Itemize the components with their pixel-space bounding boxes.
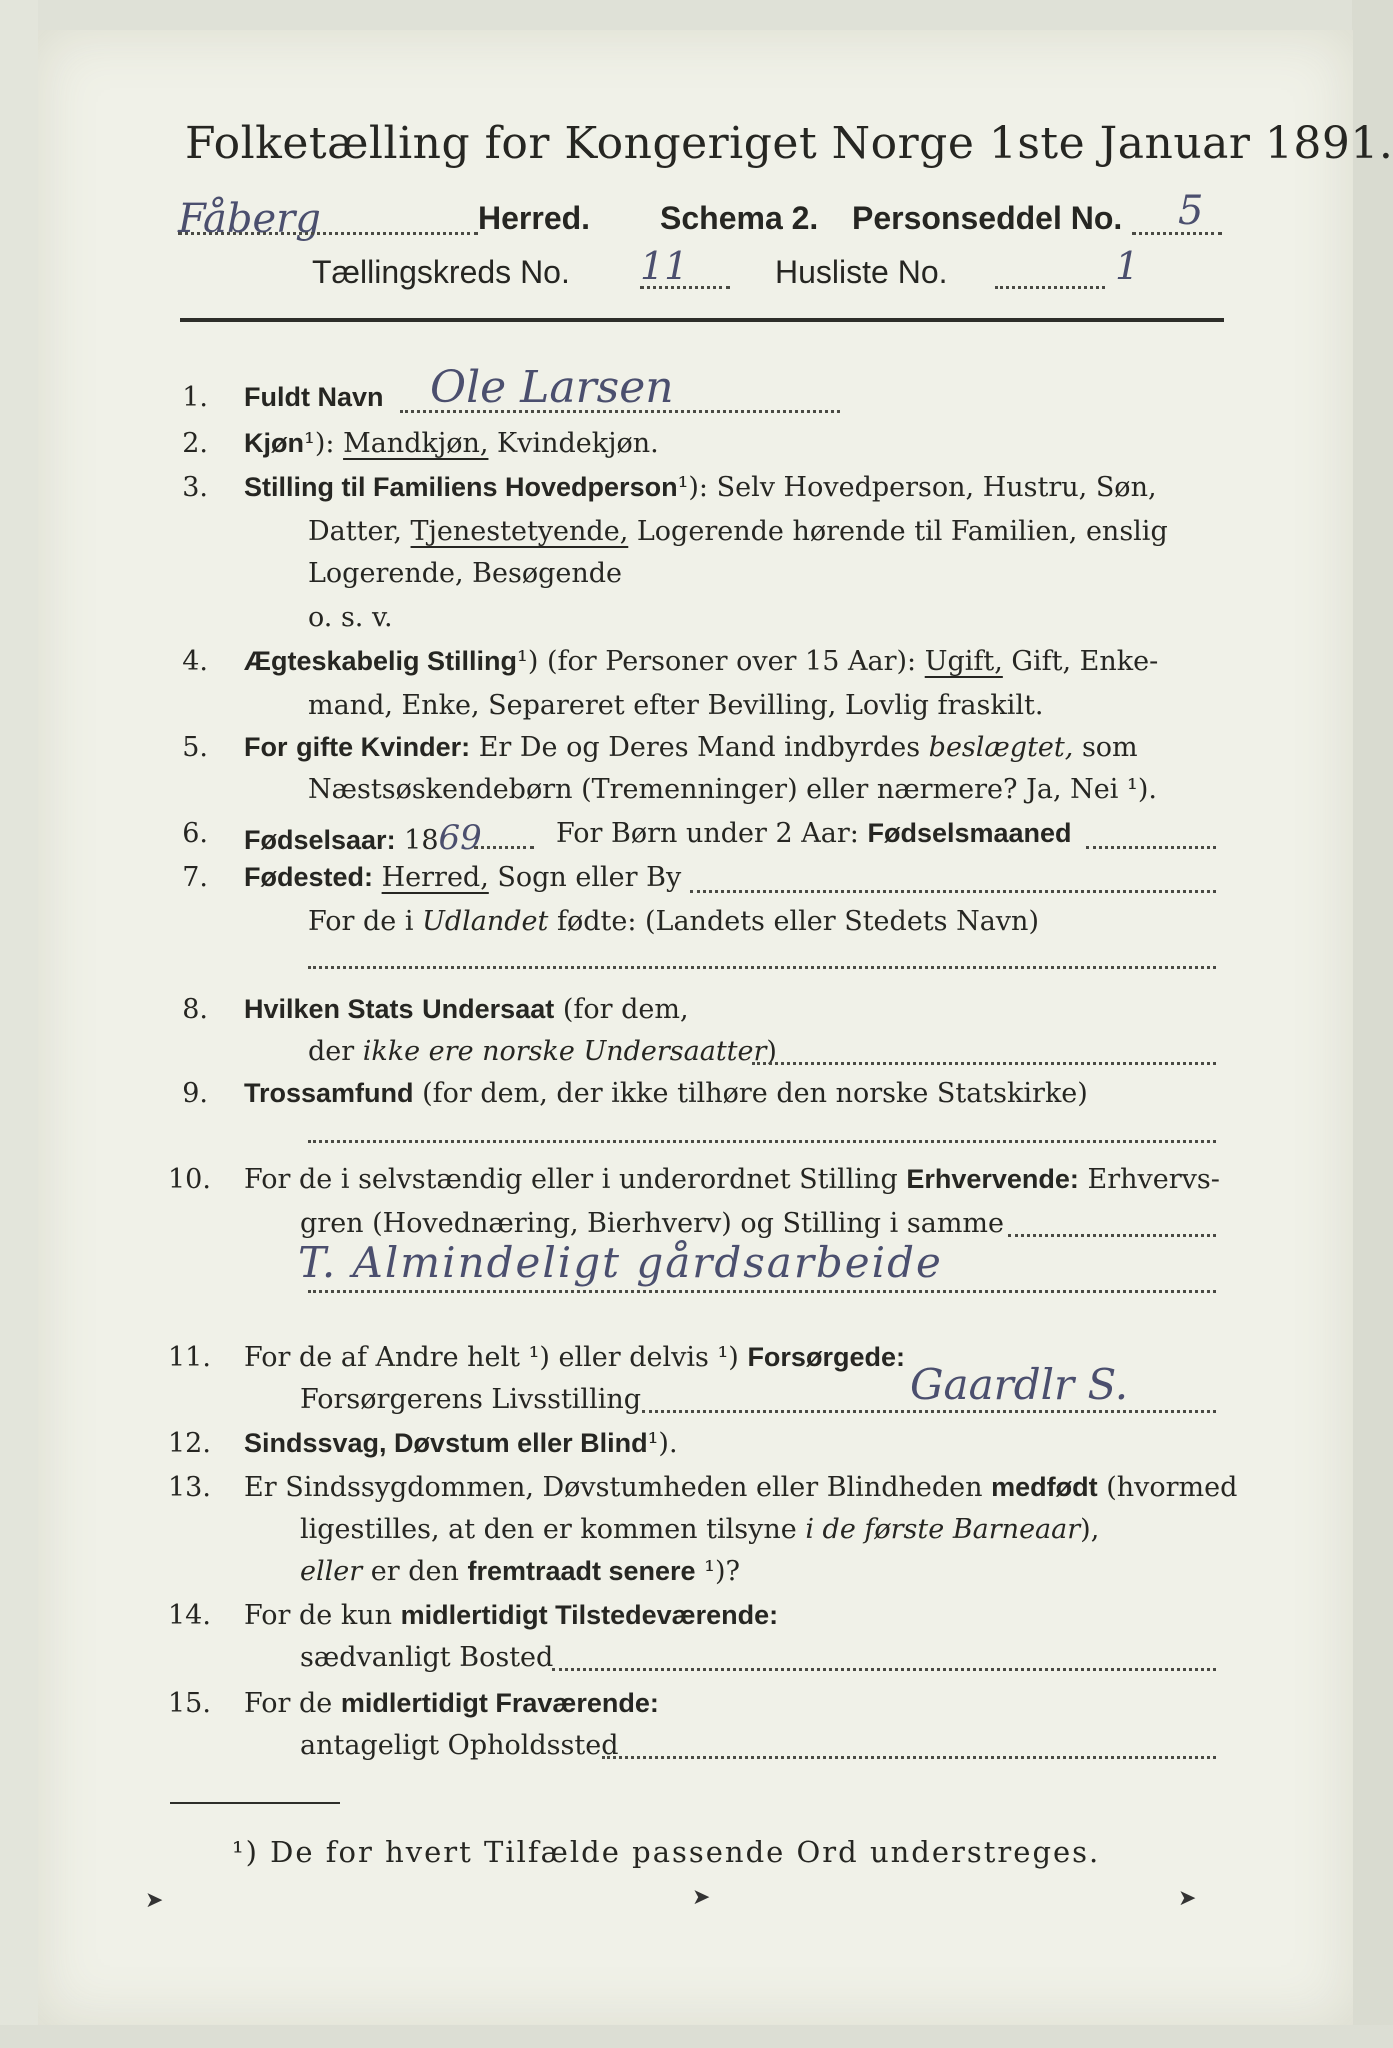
q13-line1-c: (hvormed [1106, 1472, 1238, 1503]
q7-dotted-line [690, 890, 1216, 893]
personseddel-label: Personseddel No. [852, 200, 1123, 236]
q1-dotted-line [400, 410, 840, 413]
q15-line1-b: midlertidigt Fraværende: [340, 1688, 659, 1718]
q13-line3-b: fremtraadt senere [467, 1556, 696, 1586]
q13-line3-a: er den [370, 1556, 459, 1587]
q7-rest: Sogn eller By [497, 862, 682, 893]
q2-label: Kjøn [244, 428, 304, 458]
q6-mid: For Børn under 2 Aar: [556, 818, 859, 849]
q10-occupation-handwritten: T. Almindeligt gårdsarbeide [298, 1238, 943, 1287]
scan-border-left [0, 0, 38, 2048]
q4-line1-end: Gift, Enke- [1011, 646, 1159, 677]
husliste-handwritten: 1 [1115, 244, 1140, 288]
q11-provider-handwritten: Gaardlr S. [910, 1360, 1129, 1409]
schema-label: Schema 2. [660, 200, 819, 236]
q13-line1-a: Er Sindssygdommen, Døvstumheden eller Blindheden [244, 1472, 983, 1503]
scan-border-right [1352, 0, 1393, 2048]
q7-dotted-line-2 [308, 966, 1216, 969]
q14-line2: sædvanligt Bosted [300, 1642, 554, 1673]
q15-line1-a: For de [244, 1688, 333, 1719]
q3-option-tjenestetyende-underlined: Tjenestetyende, [410, 516, 629, 547]
herred-dotted-line [178, 232, 478, 235]
q4-line1-mid: ¹) (for Personer over 15 Aar): [517, 646, 917, 677]
q15-number: 15. [168, 1688, 211, 1719]
q14-line1-b: midlertidigt Tilstedeværende: [400, 1600, 779, 1630]
q5-label-b: gifte Kvinder: [296, 732, 471, 762]
q7-option-herred-underlined: Herred, [381, 862, 489, 893]
q3-line3: Logerende, Besøgende [308, 558, 622, 589]
q13-line2-a: ligestilles, at den er kommen tilsyne [300, 1514, 797, 1545]
q4-line2: mand, Enke, Separeret efter Bevilling, Lovlig fraskilt. [308, 690, 1044, 721]
q6-label2: Fødselsmaaned [867, 818, 1072, 848]
q9-dotted-line [308, 1140, 1216, 1143]
q5-line1-mid: Er De og Deres Mand indbyrdes [478, 732, 921, 763]
q5-line1-end: som [1081, 732, 1138, 763]
q10-number: 10. [168, 1164, 211, 1195]
q14-number: 14. [168, 1600, 211, 1631]
personseddel-handwritten: 5 [1178, 188, 1204, 234]
q6-dotted-line-2 [1086, 846, 1216, 849]
q1-label: Fuldt Navn [244, 382, 384, 412]
registration-mark-center: ➤ [692, 1885, 711, 1910]
q10-line1-b: Erhvervende: [906, 1164, 1079, 1194]
q3-label: Stilling til Familiens Hovedperson [244, 472, 678, 502]
q8-dotted-line [752, 1062, 1216, 1065]
q5-line2: Næstsøskendebørn (Tremenninger) eller nærmere? Ja, Nei ¹). [308, 774, 1157, 805]
taellingskreds-dotted-line [640, 286, 730, 289]
q11-line1-a: For de af Andre helt ¹) eller delvis ¹) [244, 1342, 739, 1373]
q15-line2: antageligt Opholdssted [300, 1730, 619, 1761]
q2-option-mandkjon-underlined: Mandkjøn, [343, 428, 489, 459]
q13-line2-b: ), [1080, 1514, 1100, 1545]
q6-label: Fødselsaar: [244, 825, 396, 855]
q4-label: Ægteskabelig Stilling [244, 646, 518, 676]
taellingskreds-label: Tællingskreds No. [312, 254, 570, 290]
q13-line2-italic: i de første Barneaar [805, 1514, 1081, 1545]
q3-line2-b: Logerende hørende til Familien, enslig [636, 516, 1168, 547]
q13-line1-b: medfødt [991, 1472, 1098, 1502]
q8-label-b: Undersaat [422, 994, 555, 1024]
q8-line2-a: der [308, 1036, 355, 1067]
q8-line2-italic: ikke ere norske Undersaatter [362, 1036, 767, 1067]
q3-line2-a: Datter, [308, 516, 402, 547]
q15-dotted-line [602, 1756, 1216, 1759]
q8-number: 8. [182, 994, 208, 1025]
q9-rest: (for dem, der ikke tilhøre den norske Statskirke) [422, 1078, 1088, 1109]
q11-number: 11. [168, 1342, 211, 1373]
q12-number: 12. [168, 1428, 211, 1459]
q10-dotted-line-2 [308, 1290, 1216, 1293]
herred-handwritten: Fåberg [178, 196, 321, 242]
q3-line1-rest: ¹): Selv Hovedperson, Hustru, Søn, [677, 472, 1157, 503]
q13-number: 13. [168, 1472, 211, 1503]
q1-number: 1. [182, 382, 208, 413]
q12-sup: ¹). [647, 1428, 678, 1459]
taellingskreds-handwritten: 11 [640, 244, 689, 288]
q4-number: 4. [182, 646, 208, 677]
header-divider [180, 318, 1224, 322]
q6-year-handwritten: 69 [438, 818, 482, 858]
q10-dotted-line [1008, 1234, 1216, 1237]
q14-line1-a: For de kun [244, 1600, 392, 1631]
q7-line2-a: For de i [308, 906, 414, 937]
q13-line3-italic: eller [300, 1556, 363, 1587]
q9-label: Trossamfund [244, 1078, 414, 1108]
q3-number: 3. [182, 472, 208, 503]
herred-label: Herred. [478, 200, 591, 236]
q14-dotted-line [552, 1668, 1216, 1671]
footnote-divider [170, 1802, 340, 1804]
husliste-label: Husliste No. [775, 254, 948, 290]
q11-line1-b: Forsørgede: [747, 1342, 905, 1372]
q7-line2-italic: Udlandet [422, 906, 549, 937]
q13-line3-c: ¹)? [704, 1556, 740, 1587]
q5-number: 5. [182, 732, 208, 763]
q10-line1-a: For de i selvstændig eller i underordnet Stilling [244, 1164, 898, 1195]
q6-dotted-line [474, 846, 534, 849]
q8-label: Hvilken Stats [244, 994, 414, 1024]
q7-label: Fødested: [244, 862, 374, 892]
q3-line4: o. s. v. [308, 602, 393, 633]
q1-name-handwritten: Ole Larsen [430, 362, 674, 413]
q5-label-a: For [244, 732, 288, 762]
q2-number: 2. [182, 428, 208, 459]
census-form-sheet [38, 30, 1353, 2025]
husliste-dotted-line [995, 286, 1105, 289]
q6-number: 6. [182, 818, 208, 849]
q5-line1-italic: beslægtet, [928, 732, 1074, 763]
q6-prefix: 18 [404, 825, 439, 856]
q8-line2-b: ) [766, 1036, 777, 1067]
q7-line2-b: fødte: (Landets eller Stedets Navn) [556, 906, 1039, 937]
personseddel-dotted-line [1132, 232, 1222, 235]
form-title: Folketælling for Kongeriget Norge 1ste Januar 1891. [185, 118, 1393, 169]
registration-mark-right: ➤ [1178, 1886, 1197, 1911]
registration-mark-left: ➤ [145, 1888, 164, 1913]
q12-label: Sindssvag, Døvstum eller Blind [244, 1428, 648, 1458]
q11-dotted-line [642, 1410, 1216, 1413]
q7-number: 7. [182, 862, 208, 893]
q8-rest: (for dem, [562, 994, 689, 1025]
scan-border-bottom [0, 2025, 1393, 2048]
footnote: ¹) De for hvert Tilfælde passende Ord understreges. [232, 1835, 1101, 1869]
q2-option-kvindekjon: Kvindekjøn. [497, 428, 659, 459]
q2-sup: ¹): [304, 428, 335, 459]
q10-line2: gren (Hovednæring, Bierhverv) og Stilling i samme [300, 1208, 1005, 1239]
q10-line1-c: Erhvervs- [1087, 1164, 1220, 1195]
q11-line2: Forsørgerens Livsstilling [300, 1384, 642, 1415]
q4-option-ugift-underlined: Ugift, [924, 646, 1003, 677]
scan-border-top [0, 0, 1393, 30]
q9-number: 9. [182, 1078, 208, 1109]
